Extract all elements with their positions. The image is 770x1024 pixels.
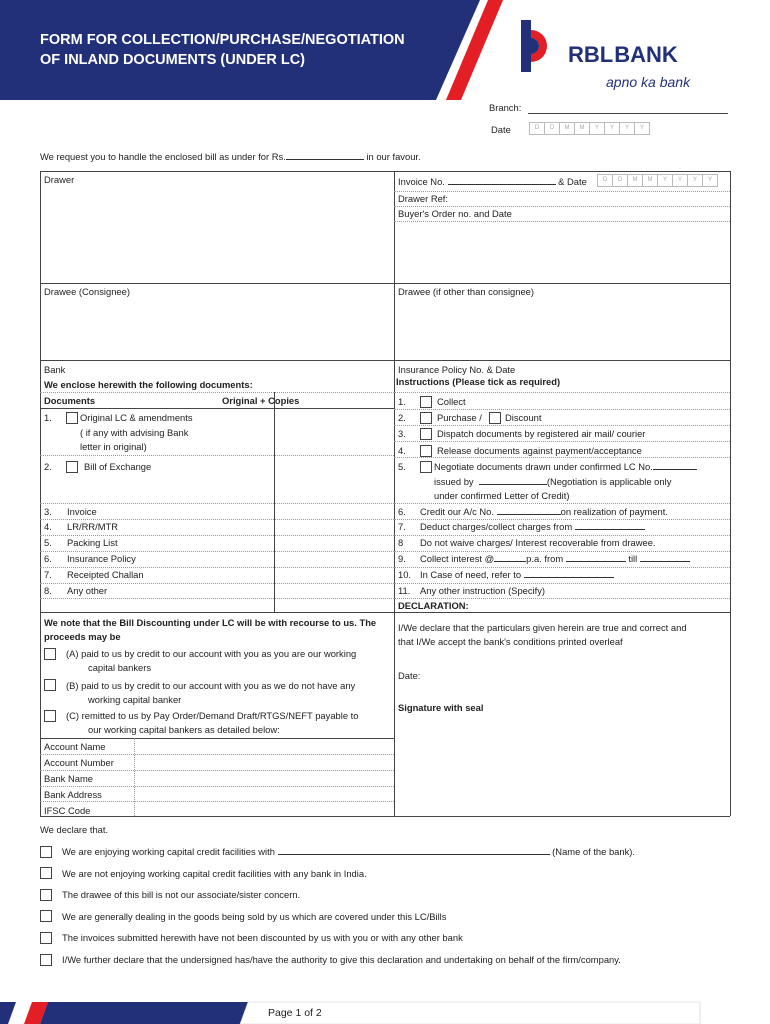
form-title: FORM FOR COLLECTION/PURCHASE/NEGOTIATION OF INLAND DOCUMENTS (UNDER LC) (40, 32, 405, 68)
recourse-text: We note that the Bill Discounting under LC will be with recourse to us. The (44, 617, 377, 628)
invoice-date-boxes[interactable]: D D M M Y Y Y Y (598, 174, 718, 185)
instr-purchase-checkbox[interactable] (420, 412, 432, 424)
ifsc-code-label: IFSC Code (44, 805, 91, 816)
instr-num: 3. (398, 428, 406, 439)
decl-checkbox-3[interactable] (40, 889, 52, 901)
instr-label: Dispatch documents by registered air mail/ courier (437, 428, 646, 439)
date-label-right: Date: (398, 670, 421, 681)
doc-num: 8. (44, 585, 52, 596)
bank-name-label: Bank Name (44, 773, 93, 784)
insurance-label: Insurance Policy No. & Date (398, 364, 516, 375)
doc-label: Bill of Exchange (84, 461, 152, 472)
date-label: Date (491, 124, 511, 135)
declaration-title: DECLARATION: (398, 600, 469, 611)
doc-label: letter in original) (80, 441, 147, 452)
page-number: Page 1 of 2 (268, 1007, 322, 1019)
rbl-logo (518, 20, 718, 100)
doc-label: ( if any with advising Bank (80, 427, 189, 438)
doc-num: 5. (44, 537, 52, 548)
doc-label: Insurance Policy (67, 553, 136, 564)
doc-label: Receipted Challan (67, 569, 144, 580)
recourse-text-2: proceeds may be (44, 631, 121, 642)
invoice-row: Invoice No. & Date (398, 176, 587, 187)
signature-label: Signature with seal (398, 702, 484, 713)
instr-collect-checkbox[interactable] (420, 396, 432, 408)
doc-num: 1. (44, 412, 52, 423)
instr-num: 9. (398, 553, 406, 564)
decl-text-3: The drawee of this bill is not our associate/sister concern. (62, 889, 301, 900)
footer-band (0, 996, 770, 1024)
decl-text-5: The invoices submitted herewith have not been discounted by us with you or with any other bank (62, 932, 463, 943)
instructions-heading: Instructions (Please tick as required) (396, 376, 561, 387)
doc-num: 4. (44, 521, 52, 532)
instr-num: 11. (398, 585, 411, 596)
drawer-label: Drawer (44, 174, 75, 185)
drawee-other-label: Drawee (if other than consignee) (398, 286, 535, 297)
branch-label: Branch: (489, 102, 522, 113)
instr-label: Collect (437, 396, 466, 407)
instr-label: Negotiate documents drawn under confirmed LC No. (434, 461, 697, 473)
instr-num: 7. (398, 521, 406, 532)
option-c-label-2: our working capital bankers as detailed below: (88, 724, 280, 735)
instr-num: 8 (398, 537, 404, 548)
instr-label: Release documents against payment/acceptance (437, 445, 642, 456)
option-a-label: (A) paid to us by credit to our account with you as you are our working (66, 648, 357, 659)
invoice-no-field[interactable] (448, 176, 556, 185)
option-b-checkbox[interactable] (44, 679, 56, 691)
drawer-ref-label: Drawer Ref: (398, 193, 449, 204)
date-boxes[interactable]: D D M M Y Y Y Y (530, 122, 650, 133)
logo-rbl-text: RBL (568, 42, 614, 67)
decl-checkbox-5[interactable] (40, 932, 52, 944)
tagline: apno ka bank (606, 74, 691, 90)
instr-num: 6. (398, 506, 406, 517)
branch-field[interactable] (528, 113, 728, 114)
option-b-label: (B) paid to us by credit to our account with you as we do not have any (66, 680, 356, 691)
instr-dispatch-checkbox[interactable] (420, 428, 432, 440)
doc-num: 2. (44, 461, 52, 472)
instr-label: Deduct charges/collect charges from (420, 521, 645, 533)
account-number-label: Account Number (44, 757, 114, 768)
drawee-label: Drawee (Consignee) (44, 286, 130, 297)
instr-label: Purchase / (437, 412, 482, 423)
bank-label: Bank (44, 364, 66, 375)
doc-num: 3. (44, 506, 52, 517)
doc-label: Any other (67, 585, 108, 596)
doc-checkbox-original-lc[interactable] (66, 412, 78, 424)
documents-header: Documents (44, 395, 96, 406)
instr-discount-checkbox[interactable] (489, 412, 501, 424)
instr-label: Credit our A/c No. on realization of payment. (420, 506, 668, 517)
option-c-label: (C) remitted to us by Pay Order/Demand Draft/RTGS/NEFT payable to (66, 710, 359, 721)
instr-label: Collect interest @ p.a. from till (420, 553, 690, 565)
instr-num: 10. (398, 569, 412, 580)
copies-header: Original + Copies (222, 395, 300, 406)
decl-text-6: I/We further declare that the undersigned has/have the authority to give this declaration and undertaking on behalf of the firm/company. (62, 954, 621, 965)
doc-label: Packing List (67, 537, 118, 548)
doc-num: 7. (44, 569, 52, 580)
buyer-order-label: Buyer's Order no. and Date (398, 208, 512, 219)
declaration-text-2: that I/We accept the bank's conditions printed overleaf (398, 636, 623, 647)
instr-label: Any other instruction (Specify) (420, 585, 546, 596)
instr-label: issued by (Negotiation is applicable only (434, 476, 672, 487)
amount-field[interactable] (286, 151, 364, 160)
enclose-heading: We enclose herewith the following documents: (44, 379, 253, 390)
decl-checkbox-6[interactable] (40, 954, 52, 966)
account-name-label: Account Name (44, 741, 106, 752)
declaration-text: I/We declare that the particulars given herein are true and correct and (398, 622, 687, 633)
instr-release-checkbox[interactable] (420, 445, 432, 457)
decl-text-1: We are enjoying working capital credit facilities with (Name of the bank). (62, 846, 636, 857)
decl-checkbox-2[interactable] (40, 867, 52, 879)
decl-text-2: We are not enjoying working capital credit facilities with any bank in India. (62, 868, 367, 879)
bank-address-label: Bank Address (44, 789, 102, 800)
decl-text-4: We are generally dealing in the goods being sold by us which are covered under this LC/Bills (62, 911, 447, 922)
decl-checkbox-4[interactable] (40, 910, 52, 922)
option-b-label-2: working capital banker (88, 694, 182, 705)
doc-label: Original LC & amendments (80, 412, 193, 423)
option-a-label-2: capital bankers (88, 662, 152, 673)
decl-checkbox-1[interactable] (40, 846, 52, 858)
request-text: We request you to handle the enclosed bill as under for Rs. in our favour. (40, 151, 421, 162)
doc-label: LR/RR/MTR (67, 521, 119, 532)
we-declare: We declare that. (40, 824, 109, 835)
instr-label: In Case of need, refer to (420, 569, 614, 581)
instr-num: 2. (398, 412, 406, 423)
doc-label: Invoice (67, 506, 97, 517)
logo-bank-text: BANK (614, 42, 678, 67)
instr-label: Do not waive charges/ Interest recoverable from drawee. (420, 537, 656, 548)
instr-label: under confirmed Letter of Credit) (434, 490, 570, 501)
instr-label: Discount (505, 412, 542, 423)
instr-num: 1. (398, 396, 406, 407)
option-a-checkbox[interactable] (44, 648, 56, 660)
doc-num: 6. (44, 553, 52, 564)
option-c-checkbox[interactable] (44, 710, 56, 722)
rbl-logo-mark (518, 20, 566, 74)
instr-num: 4. (398, 445, 406, 456)
doc-checkbox-bill-of-exchange[interactable] (66, 461, 78, 473)
instr-num: 5. (398, 461, 406, 472)
instr-negotiate-checkbox[interactable] (420, 461, 432, 473)
